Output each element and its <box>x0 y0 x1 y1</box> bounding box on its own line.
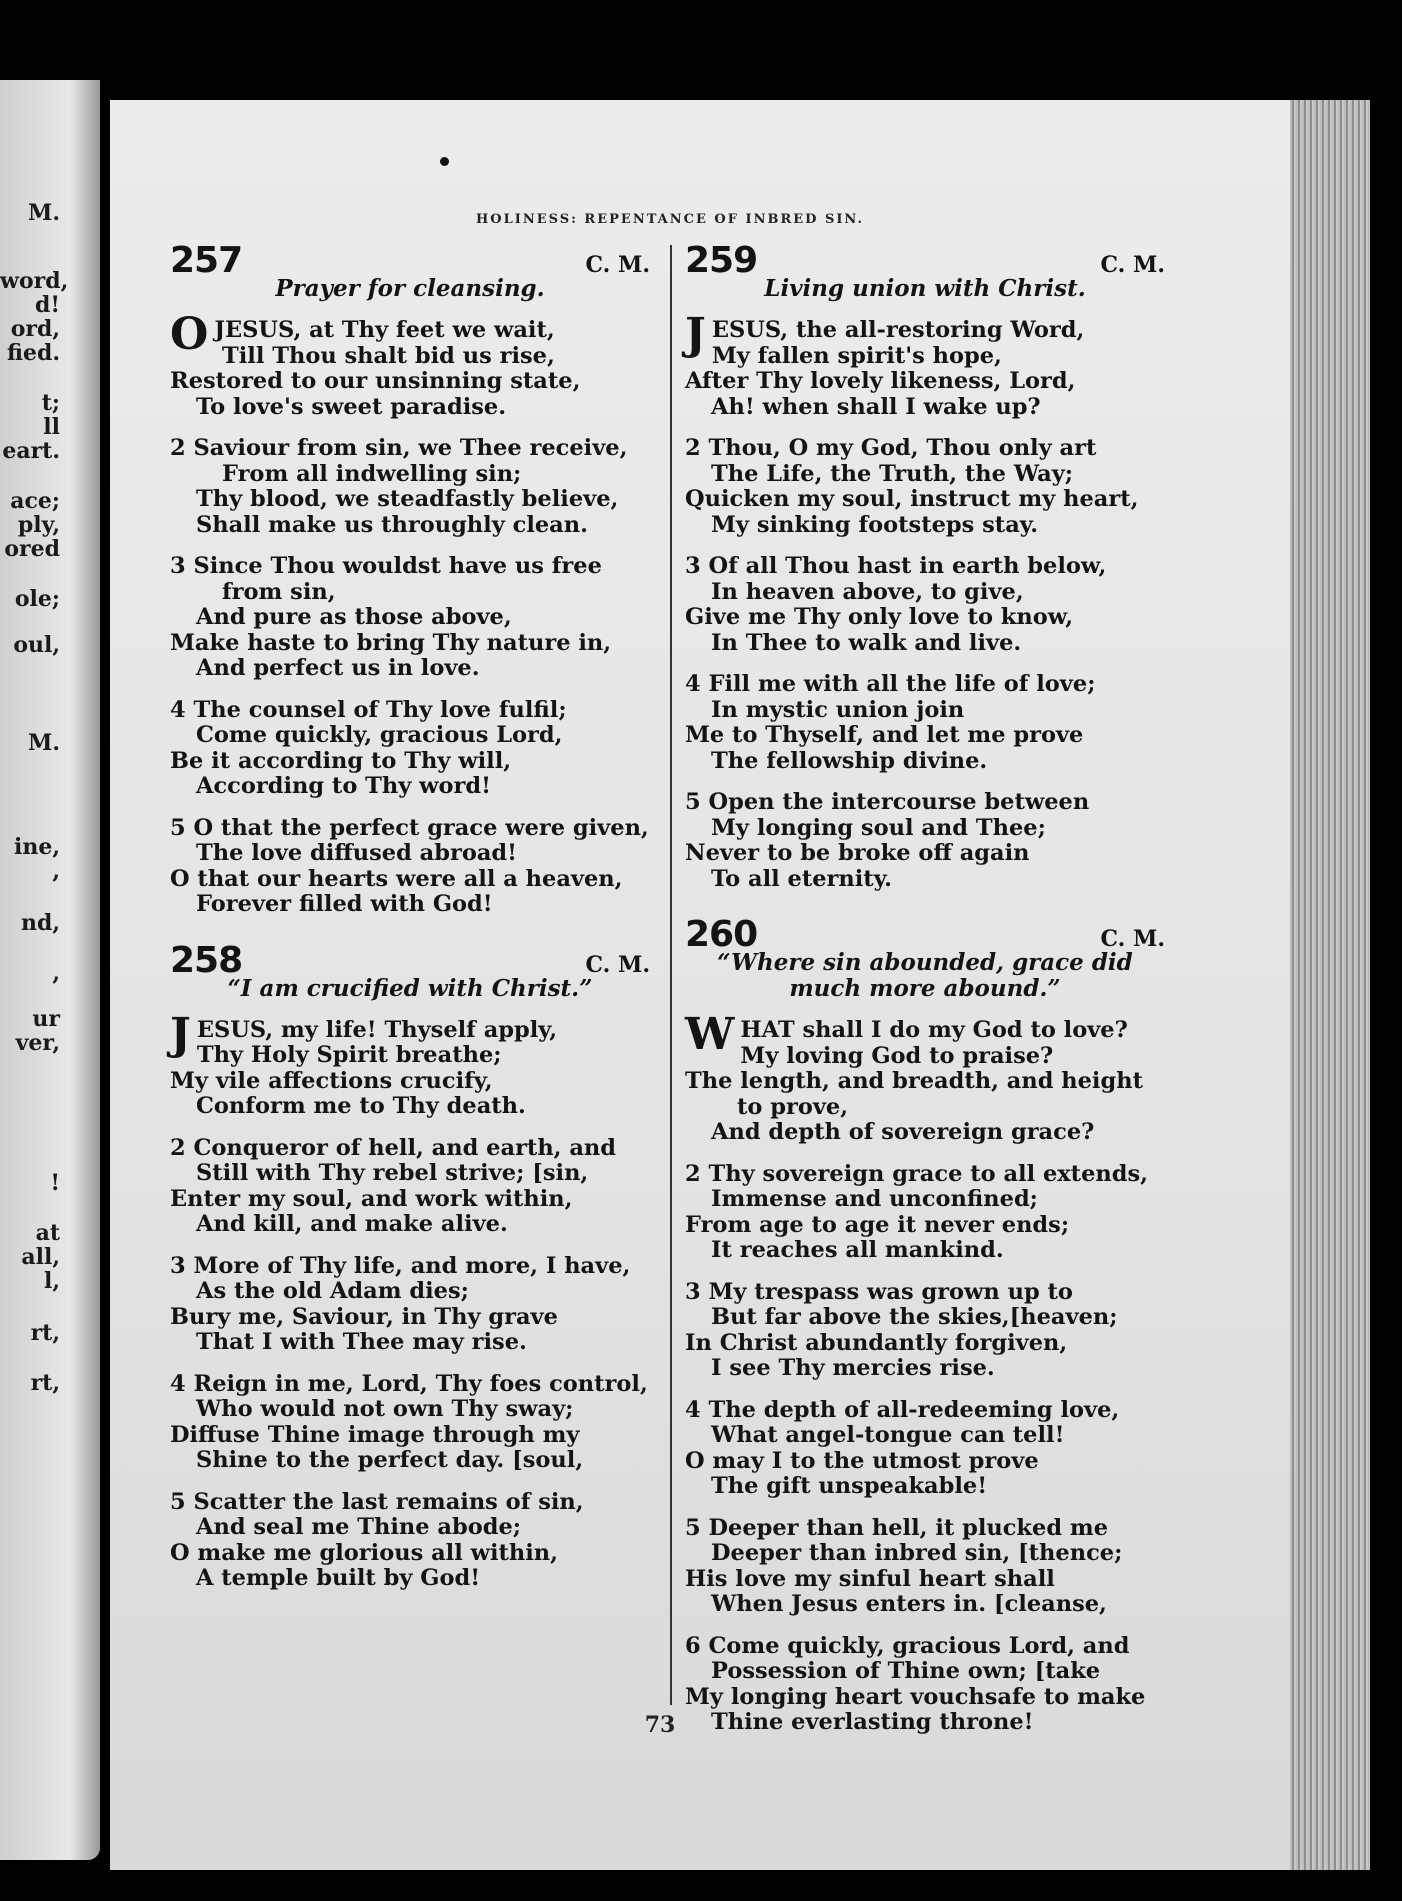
verse-line: Till Thou shalt bid us rise, <box>222 342 555 369</box>
verse-line: O make me glorious all within, <box>170 1539 558 1566</box>
left-page-fragment: M. <box>27 730 60 756</box>
verse-line: And kill, and make alive. <box>196 1211 508 1237</box>
left-page-fragment: ur <box>32 1006 60 1032</box>
hymn-number: 260 <box>685 914 758 955</box>
left-page-fragment: l, <box>43 1268 60 1294</box>
hymn-number: 258 <box>170 939 243 981</box>
left-page-fragment: ply, <box>17 512 60 538</box>
left-page-fragment: ! <box>50 1170 60 1196</box>
hymn-verse <box>685 1398 1165 1500</box>
verse-line: Give me Thy only love to know, <box>685 604 1074 630</box>
hymn-verse <box>685 554 1165 656</box>
right-column <box>685 240 1165 1758</box>
verse-line: To love's sweet paradise. <box>196 393 507 420</box>
hymn-verse <box>170 554 650 682</box>
hymn-verse <box>170 1490 650 1592</box>
left-column <box>170 240 650 1614</box>
verse-line: My sinking footsteps stay. <box>711 511 1039 538</box>
verse-line: In Thee to walk and live. <box>711 629 1022 656</box>
verse-line: My vile affections crucify, <box>170 1067 493 1094</box>
hymn <box>685 914 1165 1736</box>
verse-line: 3 Of all Thou hast in earth below, <box>685 553 1107 579</box>
verse-line: Shall make us throughly clean. <box>196 511 588 538</box>
verse-line: His love my sinful heart shall <box>685 1565 1055 1592</box>
hymn <box>170 240 650 918</box>
verse-line: After Thy lovely likeness, Lord, <box>685 368 1076 394</box>
verse-line: According to Thy word! <box>196 773 492 799</box>
verse-line: 3 More of Thy life, and more, I have, <box>170 1252 631 1279</box>
verse-line: 4 The depth of all-redeeming love, <box>685 1396 1120 1423</box>
hymn-verse <box>685 309 1165 420</box>
verse-line: Diffuse Thine image through my <box>170 1421 580 1448</box>
verse-line: O that our hearts were all a heaven, <box>170 865 623 892</box>
column-rule <box>670 245 672 1705</box>
verse-line: Bury me, Saviour, in Thy grave <box>170 1303 558 1330</box>
verse-line: 4 Reign in me, Lord, Thy foes control, <box>170 1370 648 1397</box>
verse-line: 2 Conqueror of hell, and earth, and <box>170 1134 617 1161</box>
left-page-fragment: ored <box>4 536 60 562</box>
verse-line: Shine to the perfect day. [soul, <box>196 1447 584 1473</box>
verse-line: Deeper than inbred sin, [thence; <box>711 1540 1123 1566</box>
hymn-title: “I am crucified with Christ.” <box>227 974 593 1002</box>
hymn-verse <box>170 698 650 800</box>
verse-line: My longing heart vouchsafe to make <box>685 1683 1146 1710</box>
verse-line: 2 Thy sovereign grace to all extends, <box>685 1160 1148 1187</box>
verse-line: Thine everlasting throne! <box>711 1709 1034 1735</box>
verse-line: 6 Come quickly, gracious Lord, and <box>685 1632 1130 1659</box>
left-page-fragment: word, <box>0 268 69 294</box>
verse-line: My fallen spirit's hope, <box>711 342 1002 369</box>
hymn-header <box>170 939 650 981</box>
hymn-verse <box>685 1516 1165 1618</box>
verse-line: O may I to the utmost prove <box>685 1447 1039 1474</box>
verse-line: 3 My trespass was grown up to <box>685 1278 1073 1305</box>
verse-line: Who would not own Thy sway; <box>196 1396 574 1422</box>
verse-line: HAT shall I do my God to love? <box>740 1017 1128 1043</box>
left-page-fragment: ord, <box>10 316 60 342</box>
verse-line: 2 Saviour from sin, we Thee receive, <box>170 435 628 461</box>
verse-line: The gift unspeakable! <box>711 1473 988 1499</box>
verse-line: Never to be broke off again <box>685 840 1030 866</box>
hymn-header <box>685 240 1165 281</box>
left-page-fragment: , <box>52 858 60 884</box>
verse-line: 2 Thou, O my God, Thou only art <box>685 435 1097 461</box>
verse-line: from sin, <box>222 578 336 605</box>
verse-line: The love diffused abroad! <box>196 840 518 866</box>
verse-line: 4 Fill me with all the life of love; <box>685 671 1096 697</box>
hymn-title: Living union with Christ. <box>764 275 1086 302</box>
left-page-fragment: , <box>52 960 60 986</box>
verse-line: Restored to our unsinning state, <box>170 368 581 394</box>
hymn-meter: C. M. <box>585 951 650 978</box>
hymn-verse <box>685 1634 1165 1736</box>
hymn-meter: C. M. <box>1100 252 1165 278</box>
hymn-verse <box>170 309 650 420</box>
verse-line: It reaches all mankind. <box>711 1237 1004 1263</box>
hymn-verse <box>685 1009 1165 1146</box>
hymn-number: 259 <box>685 240 758 281</box>
verse-line: In Christ abundantly forgiven, <box>685 1329 1068 1356</box>
verse-line: Be it according to Thy will, <box>170 747 512 774</box>
page-number: 73 <box>644 1712 676 1738</box>
verse-line: I see Thy mercies rise. <box>711 1355 995 1381</box>
hymn-header <box>685 914 1165 955</box>
hymn-verse <box>685 436 1165 538</box>
verse-line: From all indwelling sin; <box>222 460 522 487</box>
left-page-fragment: ll <box>43 414 60 440</box>
hymn-header <box>170 240 650 281</box>
hymn-meter: C. M. <box>1100 926 1165 952</box>
verse-line: The length, and breadth, and height <box>685 1068 1143 1094</box>
verse-line: ESUS, my life! Thyself apply, <box>196 1016 558 1043</box>
verse-line: A temple built by God! <box>196 1565 481 1591</box>
verse-line: Quicken my soul, instruct my heart, <box>685 486 1139 512</box>
hymn <box>685 240 1165 892</box>
verse-line: Still with Thy rebel strive; [sin, <box>196 1160 589 1186</box>
verse-line: Immense and unconfined; <box>711 1186 1038 1212</box>
verse-line: The Life, the Truth, the Way; <box>711 460 1074 487</box>
verse-line: My longing soul and Thee; <box>711 814 1046 841</box>
verse-line: From age to age it never ends; <box>685 1211 1070 1238</box>
verse-line: To all eternity. <box>711 865 893 892</box>
verse-line: 5 O that the perfect grace were given, <box>170 814 649 841</box>
verse-line: In mystic union join <box>711 696 965 723</box>
hymn-verse <box>170 1008 650 1120</box>
hymn-verse <box>170 436 650 538</box>
left-page-fragment: oul, <box>13 632 60 658</box>
left-page-fragment: ver, <box>15 1030 60 1056</box>
hymn-number: 257 <box>170 240 243 281</box>
hymn-verse <box>170 1136 650 1238</box>
left-page-fragment: rt, <box>30 1370 60 1396</box>
verse-line: Forever filled with God! <box>196 891 493 917</box>
left-page-fragment: t; <box>41 390 60 416</box>
left-page-fragment: rt, <box>30 1320 60 1346</box>
left-page-fragment: nd, <box>20 910 60 936</box>
verse-line: As the old Adam dies; <box>196 1278 469 1304</box>
left-page-fragment: M. <box>27 200 60 226</box>
verse-line: Possession of Thine own; [take <box>711 1658 1101 1684</box>
verse-line: 3 Since Thou wouldst have us free <box>170 553 602 579</box>
hymn <box>170 940 650 1592</box>
verse-line: In heaven above, to give, <box>711 578 1024 605</box>
hymn-verse <box>685 1280 1165 1382</box>
left-page-fragment: ole; <box>14 586 60 612</box>
left-page-fragment: all, <box>21 1244 60 1270</box>
hymn-verse <box>170 1254 650 1356</box>
verse-line: 5 Deeper than hell, it plucked me <box>685 1514 1109 1541</box>
left-page-fragment: eart. <box>2 438 60 464</box>
verse-line: Enter my soul, and work within, <box>170 1185 573 1212</box>
left-page-fragment: ace; <box>10 488 60 514</box>
drop-cap: O <box>170 309 209 360</box>
verse-line: Ah! when shall I wake up? <box>711 393 1041 420</box>
left-page-fragment: at <box>35 1220 60 1246</box>
verse-line: JESUS, at Thy feet we wait, <box>214 317 555 343</box>
running-head: HOLINESS: REPENTANCE OF INBRED SIN. <box>475 212 865 227</box>
hymn-meter: C. M. <box>585 252 650 278</box>
hymn-verse <box>685 1162 1165 1264</box>
drop-cap: W <box>685 1009 735 1060</box>
page-edge <box>1290 100 1370 1870</box>
verse-line: That I with Thee may rise. <box>196 1329 527 1355</box>
verse-line: ESUS, the all-restoring Word, <box>711 317 1085 343</box>
verse-line: 5 Open the intercourse between <box>685 789 1090 815</box>
verse-line: And perfect us in love. <box>196 655 480 681</box>
hymn-verse <box>170 1372 650 1474</box>
left-page-fragment: d! <box>34 292 60 318</box>
verse-line: The fellowship divine. <box>711 747 988 774</box>
verse-line: to prove, <box>737 1093 849 1120</box>
verse-line: And depth of sovereign grace? <box>711 1119 1095 1145</box>
left-page-sliver <box>0 80 100 1860</box>
hymn-title: Prayer for cleansing. <box>275 275 545 302</box>
verse-line: But far above the skies,[heaven; <box>711 1304 1118 1330</box>
left-page-fragment: fied. <box>6 340 60 366</box>
verse-line: 4 The counsel of Thy love fulfil; <box>170 696 567 723</box>
hymn-verse <box>685 672 1165 774</box>
verse-line: And seal me Thine abode; <box>196 1514 522 1540</box>
verse-line: And pure as those above, <box>196 604 512 630</box>
verse-line: My loving God to praise? <box>740 1042 1054 1069</box>
hymn-verse <box>685 790 1165 892</box>
hymn-verse <box>170 816 650 918</box>
verse-line: 5 Scatter the last remains of sin, <box>170 1488 584 1515</box>
verse-line: When Jesus enters in. [cleanse, <box>711 1591 1107 1617</box>
printed-dot <box>440 157 449 166</box>
hymn-title: “Where sin abounded, grace did much more abound.” <box>717 949 1133 1002</box>
verse-line: Thy Holy Spirit breathe; <box>196 1042 502 1068</box>
left-page-fragment: ine, <box>13 834 60 860</box>
verse-line: Me to Thyself, and let me prove <box>685 722 1084 748</box>
drop-cap: J <box>170 1008 191 1060</box>
verse-line: Thy blood, we steadfastly believe, <box>196 486 619 512</box>
drop-cap: J <box>685 309 706 360</box>
verse-line: Come quickly, gracious Lord, <box>196 722 563 748</box>
verse-line: What angel-tongue can tell! <box>711 1422 1065 1448</box>
verse-line: Conform me to Thy death. <box>196 1093 526 1119</box>
verse-line: Make haste to bring Thy nature in, <box>170 629 612 656</box>
